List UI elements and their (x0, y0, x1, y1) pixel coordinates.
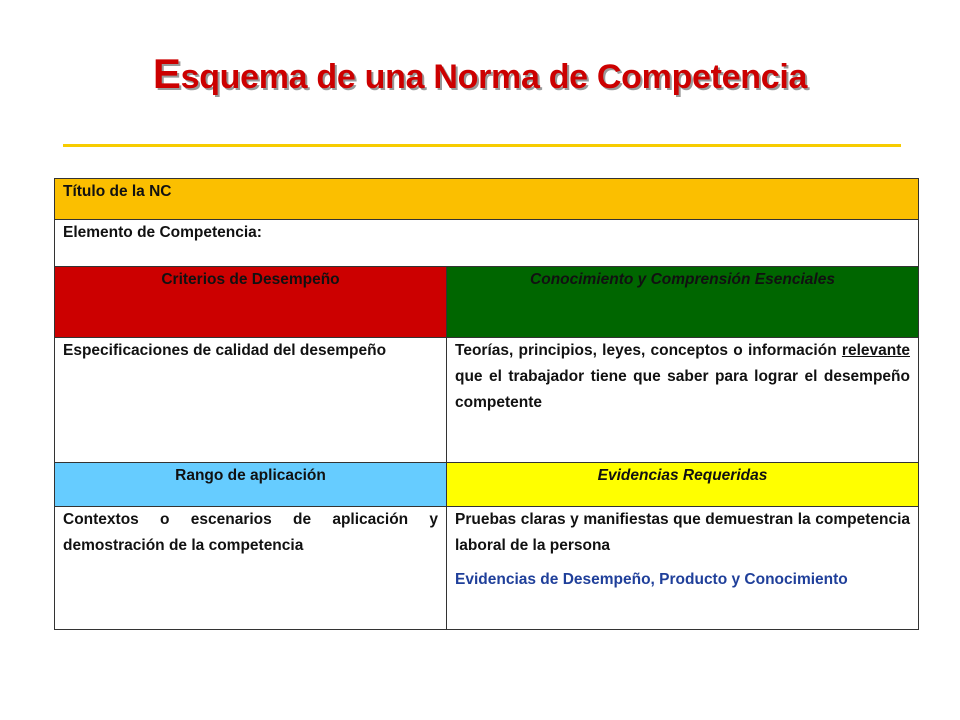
title-initial: E (152, 50, 181, 97)
cell-rango-desc: Contextos o escenarios de aplicación y demostración de la competencia (55, 507, 447, 630)
cell-criterios-desc: Especificaciones de calidad del desempeño (55, 338, 447, 463)
cell-conocimiento-header: Conocimiento y Comprensión Esenciales (447, 267, 919, 338)
evidencias-tipos-text: Evidencias de Desempeño, Producto y Conocimiento (455, 571, 848, 588)
title-divider (63, 144, 901, 147)
row-body-criterios-conocimiento (55, 338, 919, 463)
page-title (0, 50, 960, 98)
cell-criterios-header: Criterios de Desempeño (55, 267, 447, 338)
row-header-criterios-conocimiento (55, 267, 919, 338)
cell-evidencias-desc (447, 507, 919, 630)
row-titulo (55, 179, 919, 220)
row-header-rango-evidencias (55, 463, 919, 507)
row-body-rango-evidencias (55, 507, 919, 630)
row-elemento (55, 220, 919, 267)
title-rest: squema de una Norma de Competencia (180, 58, 808, 96)
competency-norm-table (54, 178, 919, 630)
cell-evidencias-header: Evidencias Requeridas (447, 463, 919, 507)
conocimiento-text-1: Teorías, principios, leyes, conceptos o información (455, 342, 837, 359)
conocimiento-underlined: relevante (841, 342, 910, 359)
evidencias-desc-text: Pruebas claras y manifiestas que demuestran la competencia laboral de la persona (455, 511, 910, 554)
conocimiento-text-2: que el trabajador tiene que saber para lograr el desempeño competente (455, 368, 910, 411)
cell-conocimiento-desc (447, 338, 919, 463)
cell-rango-header: Rango de aplicación (55, 463, 447, 507)
cell-titulo: Título de la NC (55, 179, 919, 220)
cell-elemento: Elemento de Competencia: (55, 220, 919, 267)
